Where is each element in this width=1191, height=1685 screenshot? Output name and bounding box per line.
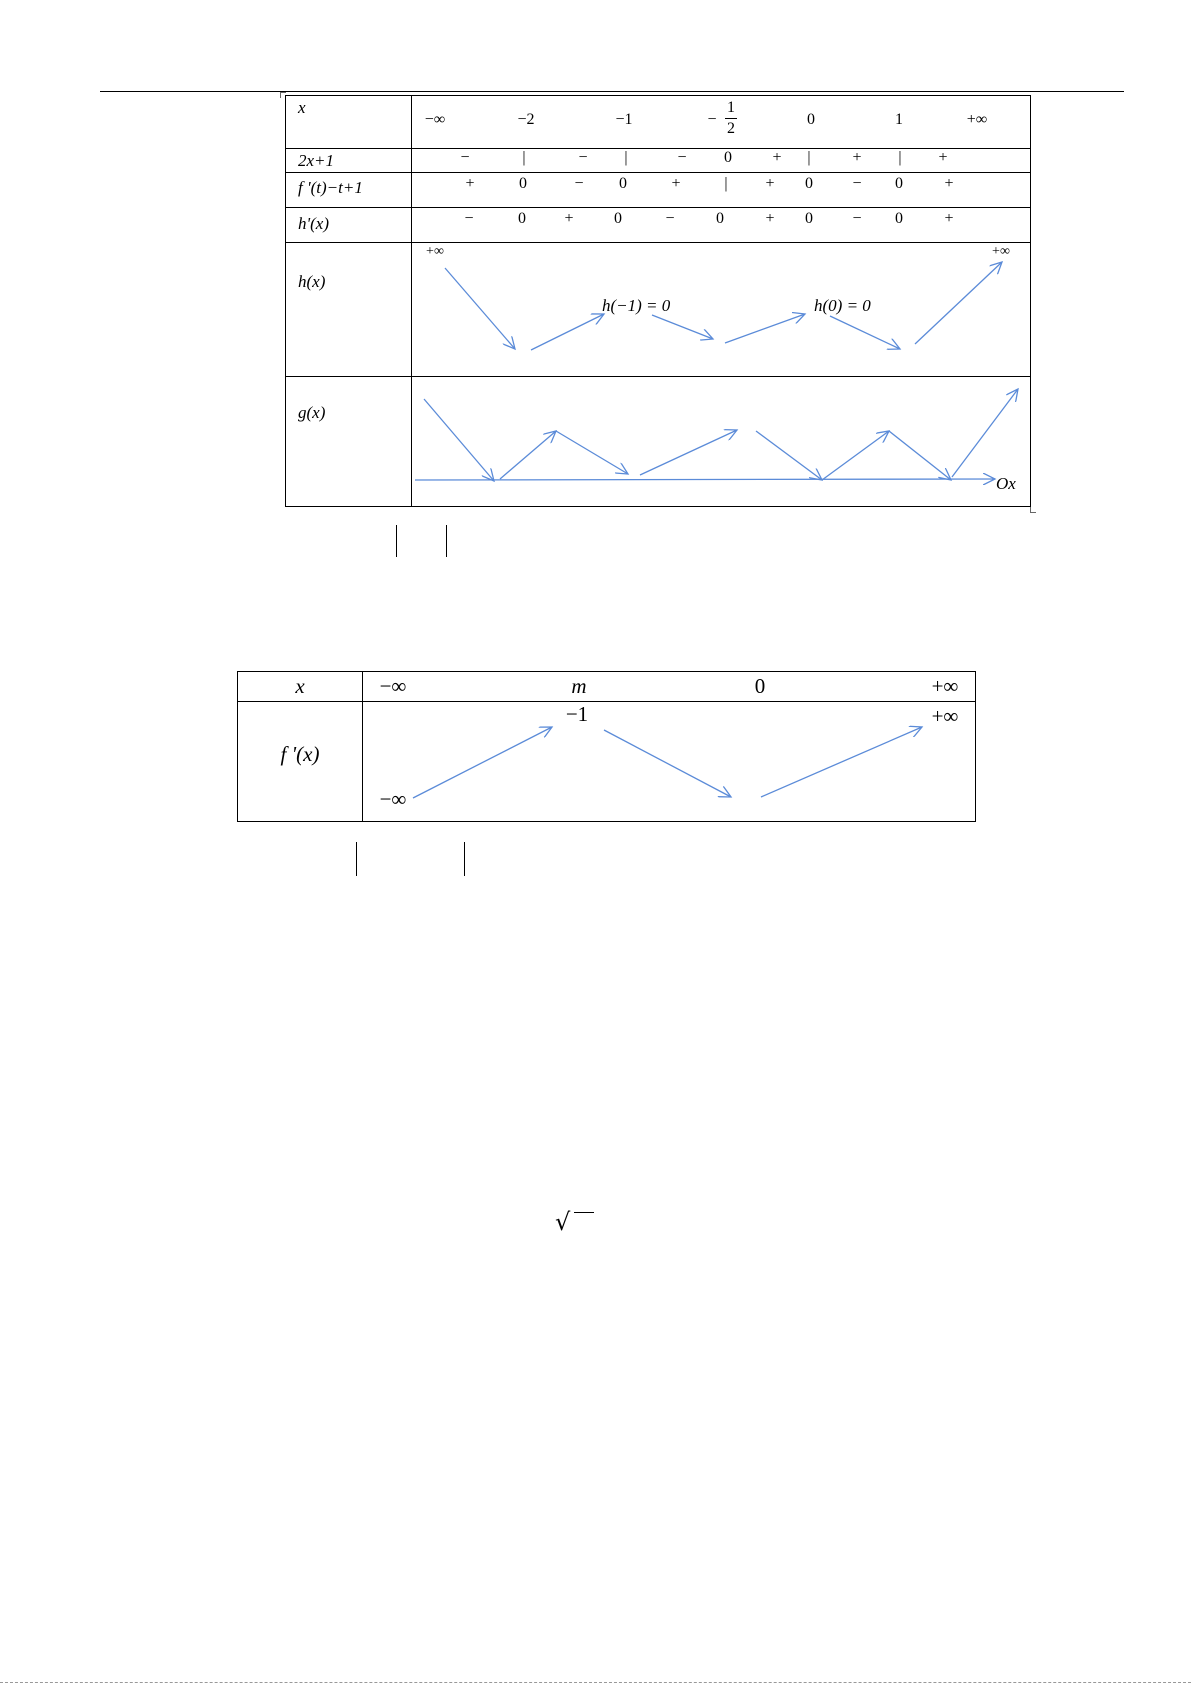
x-value: −2 bbox=[517, 111, 535, 128]
sign-cell: + bbox=[852, 149, 862, 166]
sign-cell: | bbox=[898, 149, 902, 166]
sign-cell: + bbox=[765, 175, 775, 192]
t2-header-x: x bbox=[295, 674, 305, 698]
h-arrow bbox=[531, 314, 604, 350]
sign-cell: + bbox=[765, 210, 775, 227]
sign-cell: − bbox=[665, 210, 675, 227]
g-arrow bbox=[889, 431, 951, 480]
h-arrow bbox=[830, 316, 900, 349]
g-axis-label: Ox bbox=[996, 474, 1016, 493]
x-value: 0 bbox=[807, 111, 815, 128]
t2-top-right: +∞ bbox=[931, 704, 959, 728]
t2-bottom-left: −∞ bbox=[379, 787, 407, 811]
sign-cell: 0 bbox=[619, 175, 627, 192]
label-2x1: 2x+1 bbox=[298, 151, 335, 170]
h-arrow bbox=[652, 315, 713, 339]
x-value: +∞ bbox=[966, 111, 988, 128]
g-arrow bbox=[756, 431, 822, 480]
t2-row-label: f '(x) bbox=[280, 742, 320, 766]
sign-cell: − bbox=[852, 210, 862, 227]
x-value-minus: − bbox=[707, 111, 717, 128]
fprime-arrow bbox=[413, 727, 552, 798]
label-x: x bbox=[298, 98, 306, 117]
sign-cell: 0 bbox=[805, 210, 813, 227]
sign-cell: 0 bbox=[895, 210, 903, 227]
page-bottom-rule bbox=[0, 1682, 1191, 1684]
h-arrow bbox=[725, 314, 805, 343]
label-hprime: h'(x) bbox=[298, 214, 330, 233]
sign-cell: 0 bbox=[724, 149, 732, 166]
x-value: −1 bbox=[615, 111, 633, 128]
fprime-arrow bbox=[604, 730, 731, 797]
h-right-value: +∞ bbox=[992, 244, 1010, 259]
t2-top-mid: −1 bbox=[565, 702, 589, 726]
g-arrow bbox=[640, 430, 737, 475]
sign-cell: − bbox=[677, 149, 687, 166]
sign-cell: + bbox=[671, 175, 681, 192]
sign-cell: 0 bbox=[519, 175, 527, 192]
g-arrow bbox=[424, 399, 494, 481]
t2-header-value: +∞ bbox=[931, 674, 959, 698]
sign-cell: | bbox=[724, 175, 728, 192]
x-value-half: 1 2 bbox=[727, 99, 735, 137]
sign-cell: | bbox=[807, 149, 811, 166]
sqrt-symbol-icon: √ bbox=[555, 1208, 571, 1236]
sign-cell: − bbox=[464, 210, 474, 227]
sign-cell: | bbox=[624, 149, 628, 166]
g-arrow bbox=[556, 431, 628, 474]
x-value: 1 bbox=[895, 111, 903, 128]
sign-cell: − bbox=[852, 175, 862, 192]
sign-cell: 0 bbox=[716, 210, 724, 227]
sign-cell: 0 bbox=[895, 175, 903, 192]
sign-cell: 0 bbox=[805, 175, 813, 192]
abs-bar bbox=[356, 842, 357, 876]
sign-cell: + bbox=[938, 149, 948, 166]
sign-cell: + bbox=[944, 210, 954, 227]
sqrt-overline bbox=[574, 1212, 594, 1213]
sign-cell: + bbox=[465, 175, 475, 192]
t2-header-value: m bbox=[571, 674, 587, 698]
t2-header-value: −∞ bbox=[379, 674, 407, 698]
sign-cell: 0 bbox=[518, 210, 526, 227]
h-arrow bbox=[915, 262, 1002, 344]
label-g: g(x) bbox=[298, 403, 326, 422]
g-arrow bbox=[952, 389, 1018, 477]
abs-bar bbox=[464, 842, 465, 876]
sign-cell: − bbox=[578, 149, 588, 166]
abs-bar bbox=[396, 525, 397, 557]
sign-cell: + bbox=[944, 175, 954, 192]
h-label-minus1: h(−1) = 0 bbox=[602, 296, 671, 315]
sign-cell: − bbox=[460, 149, 470, 166]
abs-bar bbox=[446, 525, 447, 557]
sign-cell: + bbox=[772, 149, 782, 166]
h-label-0: h(0) = 0 bbox=[814, 296, 871, 315]
g-axis-arrow bbox=[415, 479, 995, 480]
h-arrow bbox=[445, 268, 515, 349]
g-arrow bbox=[822, 431, 889, 480]
sign-cell: − bbox=[574, 175, 584, 192]
t2-header-value: 0 bbox=[754, 674, 766, 698]
label-h: h(x) bbox=[298, 272, 326, 291]
fprime-arrow bbox=[761, 727, 922, 797]
label-fprime-t: f '(t)−t+1 bbox=[298, 178, 363, 197]
sign-cell: + bbox=[564, 210, 574, 227]
sign-cell: | bbox=[522, 149, 526, 166]
x-value: −∞ bbox=[424, 111, 446, 128]
h-left-value: +∞ bbox=[426, 244, 444, 259]
g-arrow bbox=[500, 431, 556, 479]
sign-cell: 0 bbox=[614, 210, 622, 227]
